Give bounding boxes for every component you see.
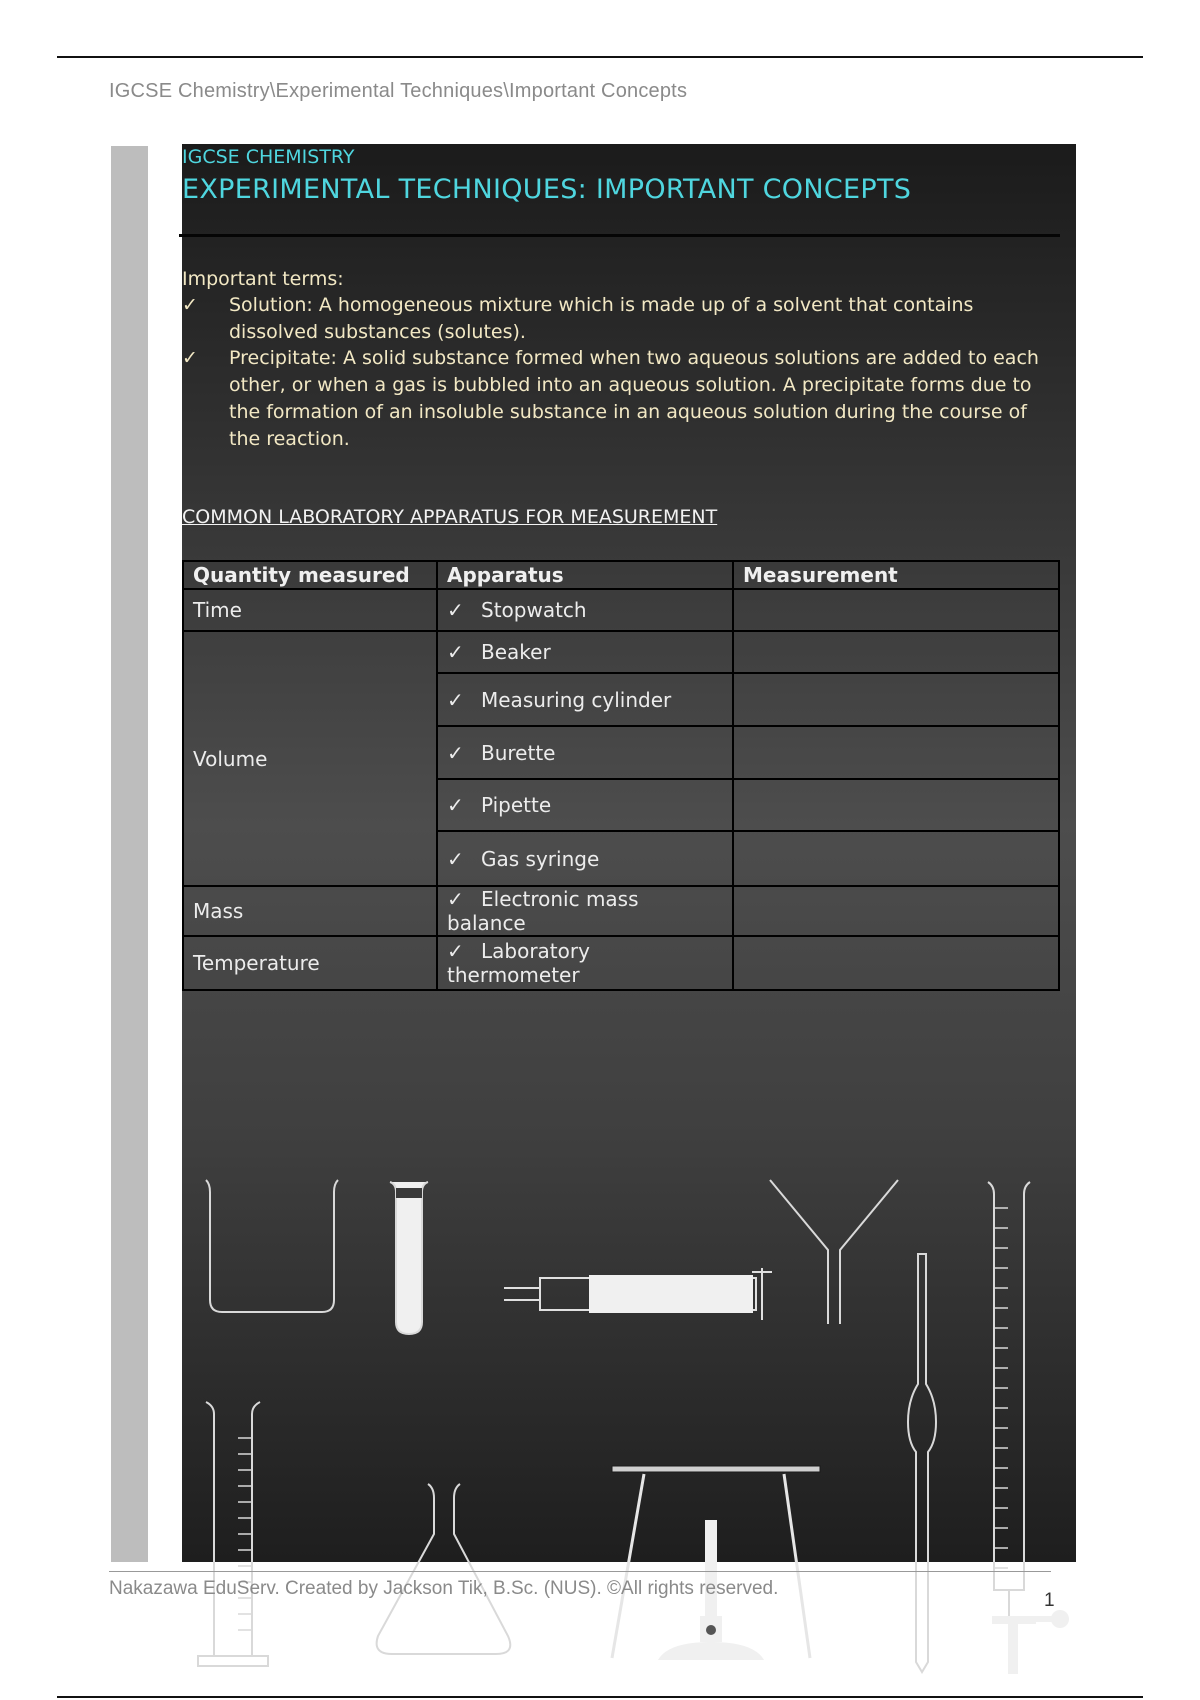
table-row	[183, 589, 1059, 631]
burette-icon	[988, 1182, 1069, 1674]
header-apparatus: Apparatus	[437, 561, 733, 589]
title-divider	[179, 234, 1060, 237]
document-kicker: IGCSE CHEMISTRY	[182, 146, 355, 168]
apparatus-label: Laboratory thermometer	[447, 939, 590, 987]
apparatus-cell	[437, 631, 733, 673]
quantity-cell: Volume	[183, 631, 437, 886]
apparatus-cell	[437, 589, 733, 631]
measurement-cell	[733, 726, 1059, 779]
beaker-icon	[206, 1180, 338, 1312]
term-precipitate	[182, 345, 1062, 453]
footer-credit: Nakazawa EduServ. Created by Jackson Tik, B.Sc. (NUS). ©All rights reserved.	[109, 1578, 779, 1599]
table-header-row	[183, 561, 1059, 589]
filter-funnel-icon	[770, 1180, 898, 1324]
term-text: Precipitate: A solid substance formed when two aqueous solutions are added to each other, or when a gas is bubbled into an aqueous solution. A precipitate forms due to the formation of an insoluble substance in an aqueous solution during the course of the reaction.	[229, 347, 1039, 450]
table-row	[183, 886, 1059, 936]
term-solution	[182, 292, 1062, 346]
quantity-cell: Temperature	[183, 936, 437, 990]
measurement-cell	[733, 631, 1059, 673]
apparatus-label: Beaker	[481, 640, 551, 664]
measurement-cell	[733, 779, 1059, 831]
measuring-cylinder-icon	[198, 1402, 268, 1666]
measurement-cell	[733, 831, 1059, 886]
side-bar	[111, 146, 148, 1562]
table-row	[183, 936, 1059, 990]
apparatus-cell	[437, 936, 733, 990]
apparatus-label: Burette	[481, 740, 556, 765]
measurement-cell	[733, 886, 1059, 936]
quantity-cell: Time	[183, 589, 437, 631]
apparatus-table	[182, 560, 1060, 991]
pipette-icon	[908, 1254, 936, 1672]
test-tube-icon	[390, 1182, 428, 1334]
bottom-rule	[57, 1696, 1143, 1698]
check-icon: ✓	[447, 846, 464, 871]
apparatus-label: Measuring cylinder	[481, 687, 672, 712]
page-title: EXPERIMENTAL TECHNIQUES: IMPORTANT CONCEPTS	[182, 174, 912, 205]
section-heading: COMMON LABORATORY APPARATUS FOR MEASUREMENT	[182, 506, 718, 528]
breadcrumb: IGCSE Chemistry\Experimental Techniques\Important Concepts	[109, 80, 688, 102]
check-icon: ✓	[447, 793, 464, 817]
measurement-cell	[733, 673, 1059, 726]
apparatus-label: Electronic mass balance	[447, 887, 639, 935]
quantity-cell: Mass	[183, 886, 437, 936]
content-panel	[182, 144, 1076, 1562]
header-quantity: Quantity measured	[183, 561, 437, 589]
tripod-and-burner-icon	[612, 1466, 820, 1660]
apparatus-label: Pipette	[481, 793, 552, 817]
apparatus-cell	[437, 673, 733, 726]
apparatus-cell	[437, 886, 733, 936]
header-rule	[57, 56, 1143, 58]
check-icon: ✓	[447, 887, 464, 911]
measurement-cell	[733, 589, 1059, 631]
check-icon: ✓	[182, 294, 198, 316]
check-icon: ✓	[182, 347, 198, 369]
conical-flask-icon	[377, 1484, 511, 1654]
footer-rule	[109, 1571, 1051, 1572]
term-text: Solution: A homogeneous mixture which is made up of a solvent that contains dissolved substances (solutes).	[229, 294, 974, 343]
terms-heading: Important terms:	[182, 268, 344, 290]
check-icon: ✓	[447, 598, 464, 622]
apparatus-cell	[437, 779, 733, 831]
page-number: 1	[1044, 1590, 1055, 1611]
apparatus-label: Gas syringe	[481, 846, 600, 871]
apparatus-cell	[437, 831, 733, 886]
gas-syringe-icon	[504, 1268, 772, 1320]
check-icon: ✓	[447, 687, 464, 712]
table-row	[183, 631, 1059, 673]
measurement-cell	[733, 936, 1059, 990]
check-icon: ✓	[447, 740, 464, 765]
apparatus-cell	[437, 726, 733, 779]
header-measurement: Measurement	[733, 561, 1059, 589]
apparatus-label: Stopwatch	[481, 598, 587, 622]
check-icon: ✓	[447, 640, 464, 664]
check-icon: ✓	[447, 939, 464, 963]
